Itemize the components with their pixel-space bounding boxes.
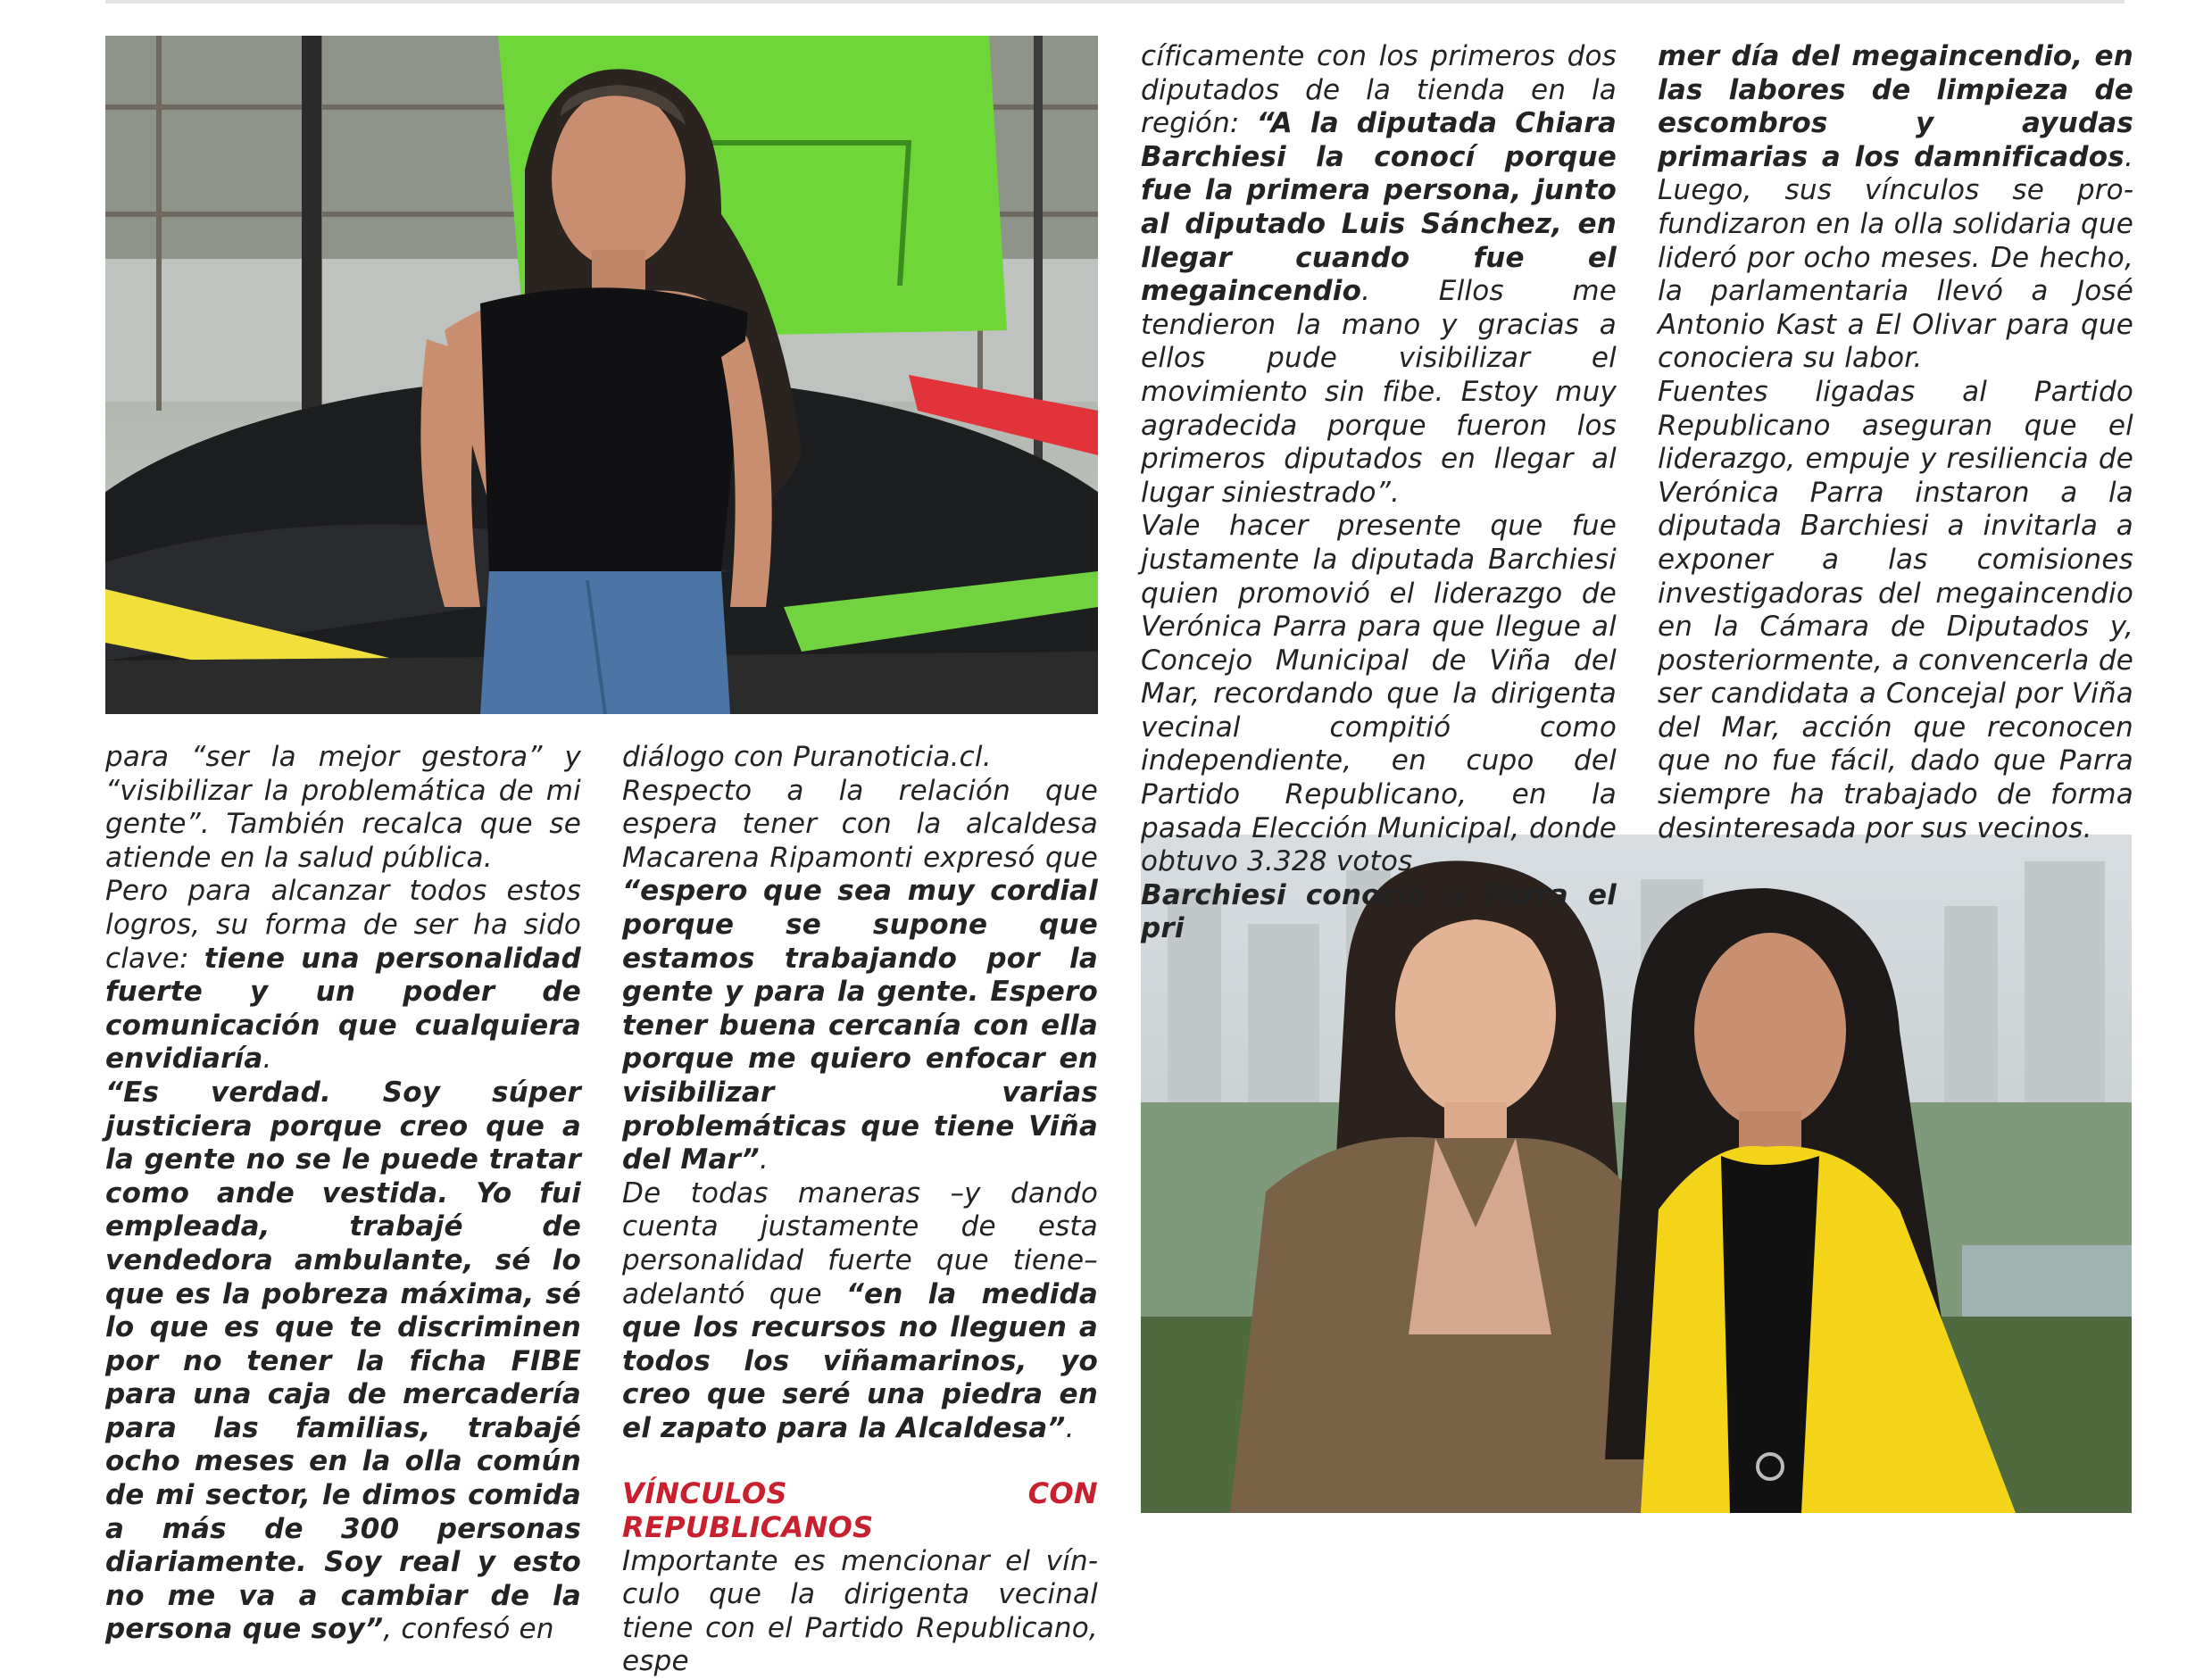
trampoline-photo-icon [105,36,1098,714]
col2-paragraph-2: Respecto a la relación que espera tener con la alcaldesa Macarena Ripamonti expresó que “espero que sea muy cordial porque se supone que estamos trabajando por la gente y para la gente. Espero tener buena cercanía con ella porque me quiero enfocar en visibilizar varias problemáticas que tiene Viña del Mar”. [622,774,1098,1176]
section-heading-vinculos: VÍNCULOS CON REPUBLICANOS [622,1476,1098,1545]
woman-on-trampoline-photo [105,36,1098,714]
col1-paragraph-2: Pero para alcanzar todos estos logros, su forma de ser ha sido clave: tiene una personalidad fuerte y un poder de comunicación que cualquiera envidiaría. [105,875,581,1076]
col4-paragraph-1: mer día del megaincendio, en las labores de limpieza de escombros y ayudas primarias a los damnificados. Luego, sus vínculos se profundizaron en la olla solidaria que lideró por ocho meses. De hecho, la parlamentaria llevó a José Antonio Kast a El Olivar para que conociera su labor. [1658,40,2133,375]
col2-paragraph-1: diálogo con Puranoticia.cl. [622,741,992,773]
col3-paragraph-2: Vale hacer presente que fue justamente la diputada Barchiesi quien promovió el liderazgo de Verónica Parra para que llegue al Concejo Municipal de Viña del Mar, recordando que la dirigenta vecinal compitió como independiente, en cupo del Partido Republicano, en la pasada Elección Municipal, donde obtuvo 3.328 votos. [1141,510,1617,878]
column-3 [1141,40,1617,946]
column-1 [105,741,581,1647]
top-rule [105,0,2125,4]
col1-paragraph-3: “Es verdad. Soy súper justiciera porque creo que a la gente no se le puede tratar como ande vestida. Yo fui empleada, trabajé de vendedora ambulante, sé lo que es la pobreza máxima, sé lo que es que te discriminen por no tener la ficha FIBE para una caja de mercadería para las familias, trabajé ocho meses en la olla común de mi sector, le dimos comida a más de 300 personas diariamente. Soy real y esto no me va a cambiar de la persona que soy”, confesó en [105,1076,581,1646]
column-4 [1658,40,2133,845]
col2-paragraph-3: De todas maneras –y dando cuenta justamente de esta personalidad fuerte que tiene– adelantó que “en la medida que los recursos no lleguen a todos los viñamarinos, yo creo que seré una piedra en el zapato para la Alcaldesa”. [622,1176,1098,1444]
col3-paragraph-1: cíficamente con los primeros dos diputados de la tienda en la región: “A la diputada Chiara Barchiesi la conocí porque fue la primera persona, junto al diputado Luis Sánchez, en llegar cuando fue el megaincendio. Ellos me tendieron la mano y gracias a ellos pude visibilizar el movimiento sin fibe. Estoy muy agradecida porque fueron los primeros diputados en llegar al lugar siniestrado”. [1141,40,1617,509]
col4-paragraph-2: Fuentes ligadas al Partido Republicano aseguran que el liderazgo, empuje y resiliencia de Verónica Parra instaron a la diputada Barchiesi a invitarla a exponer a las comisiones investigadoras del megaincendio en la Cámara de Diputados y, posteriormente, a convencerla de ser candidata a Concejal por Viña del Mar, acción que reconocen que no fue fácil, dado que Parra siempre ha trabajado de forma desinteresada por sus vecinos. [1658,375,2133,844]
col1-paragraph-1: para “ser la mejor gestora” y “visibilizar la problemática de mi gente”. También recalca que se atiende en la salud pública. [105,741,581,874]
col3-paragraph-3: Barchiesi conoció a Parra el pri [1141,878,1617,945]
column-2 [622,741,1098,1679]
col2-paragraph-4: Importante es mencionar el vínculo que la dirigenta vecinal tiene con el Partido Republicano, espe [622,1544,1098,1678]
